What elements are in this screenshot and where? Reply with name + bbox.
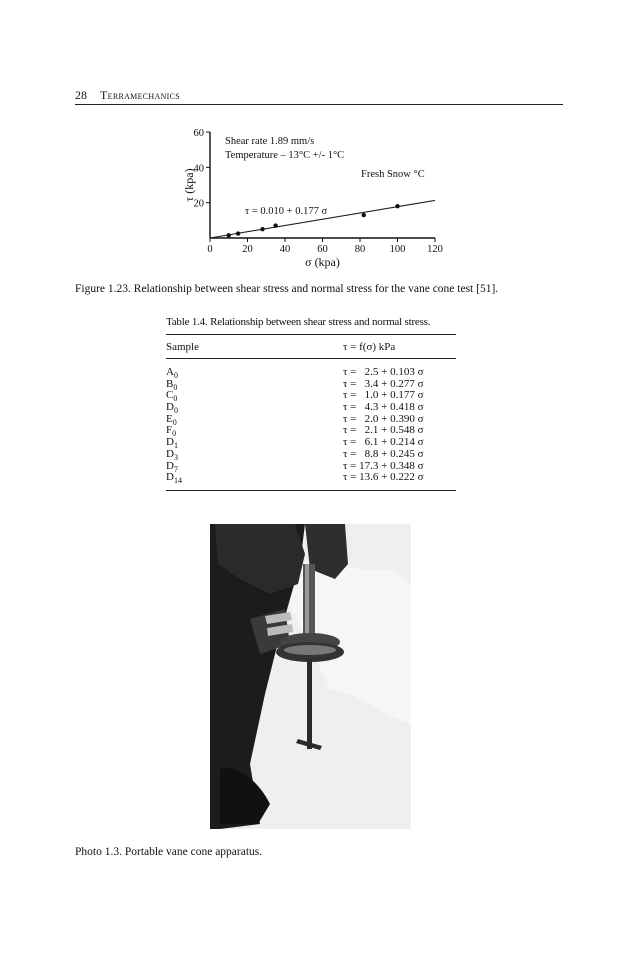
formula-cell: τ = 13.6 + 0.222 σ	[343, 471, 424, 484]
y-tick-label: 60	[193, 128, 204, 139]
y-axis-label: τ (kpa)	[182, 168, 196, 202]
sample-name: C	[166, 389, 174, 402]
sample-subscript: 3	[173, 453, 178, 462]
x-tick-label: 120	[427, 244, 443, 255]
page-number: 28	[75, 88, 87, 102]
shear-stress-chart	[182, 122, 445, 274]
formula-cell: τ = 3.4 + 0.277 σ	[343, 377, 424, 390]
sample-name: D	[166, 447, 174, 460]
annotation-equation: τ = 0.010 + 0.177 σ	[245, 206, 328, 217]
data-point	[273, 223, 277, 227]
vane-cone-photo	[210, 524, 411, 829]
annotation-snow: Fresh Snow °C	[361, 169, 425, 180]
annotation-temperature: Temperature – 13°C +/- 1°C	[225, 150, 345, 161]
sample-subscript: 0	[173, 394, 178, 404]
formula-cell: τ = 17.3 + 0.348 σ	[343, 459, 424, 472]
data-point	[227, 233, 231, 237]
y-tick-label: 40	[193, 163, 204, 175]
x-tick-label: 40	[279, 244, 291, 255]
sample-subscript: 1	[173, 441, 178, 451]
y-tick-label: 20	[193, 198, 204, 210]
x-tick-label: 60	[317, 244, 328, 255]
sample-subscript: 0	[173, 382, 178, 392]
column-header-sample: Sample	[166, 341, 199, 353]
formula-cell: τ = 2.5 + 0.103 σ	[343, 366, 424, 378]
formula-cell: τ = 6.1 + 0.214 σ	[343, 436, 424, 449]
sample-subscript: 0	[173, 406, 178, 416]
sample-name: D	[166, 459, 174, 472]
running-header	[75, 88, 563, 105]
data-point	[362, 213, 366, 217]
annotation-shear-rate: Shear rate 1.89 mm/s	[225, 136, 315, 147]
x-tick-label: 0	[207, 244, 213, 255]
photo-caption: Photo 1.3. Portable vane cone apparatus.	[75, 846, 263, 858]
running-title: Terramechanics	[100, 88, 180, 102]
table-caption: Table 1.4. Relationship between shear stress and normal stress.	[166, 316, 431, 328]
sample-name: B	[166, 377, 174, 390]
formula-cell: τ = 8.8 + 0.245 σ	[343, 447, 424, 460]
table-row	[166, 449, 456, 461]
sample-subscript: 0	[172, 417, 177, 427]
x-tick-label: 80	[354, 244, 366, 255]
sample-name: D	[166, 401, 174, 414]
x-axis-label: σ (kpa)	[305, 255, 340, 269]
sample-subscript: 14	[173, 476, 182, 486]
data-point	[260, 227, 264, 231]
column-header-formula: τ = f(σ) kPa	[343, 341, 396, 353]
sample-name: F	[166, 424, 173, 437]
table-row	[166, 472, 456, 484]
formula-cell: τ = 4.3 + 0.418 σ	[343, 401, 424, 414]
sample-name: D	[166, 471, 174, 484]
formula-cell: τ = 2.0 + 0.390 σ	[343, 412, 424, 425]
formula-cell: τ = 2.1 + 0.548 σ	[343, 424, 424, 437]
table-row	[166, 402, 456, 414]
sample-subscript: 7	[173, 464, 178, 474]
sample-subscript: 0	[172, 429, 177, 439]
sample-name: A	[166, 366, 174, 378]
sample-subscript: 0	[173, 371, 178, 381]
data-point	[395, 204, 399, 208]
data-point	[236, 231, 240, 235]
table-header-row	[166, 335, 456, 359]
formula-cell: τ = 1.0 + 0.177 σ	[343, 389, 424, 402]
table-body	[166, 359, 456, 491]
figure-caption: Figure 1.23. Relationship between shear stress and normal stress for the vane cone test [51].	[75, 283, 499, 295]
x-tick-label: 20	[242, 244, 253, 255]
sample-name: E	[166, 412, 173, 425]
sample-cell	[166, 472, 182, 484]
table-row	[166, 367, 456, 379]
x-tick-label: 100	[389, 244, 406, 255]
relationship-table	[166, 316, 456, 491]
sample-name: D	[166, 436, 174, 449]
